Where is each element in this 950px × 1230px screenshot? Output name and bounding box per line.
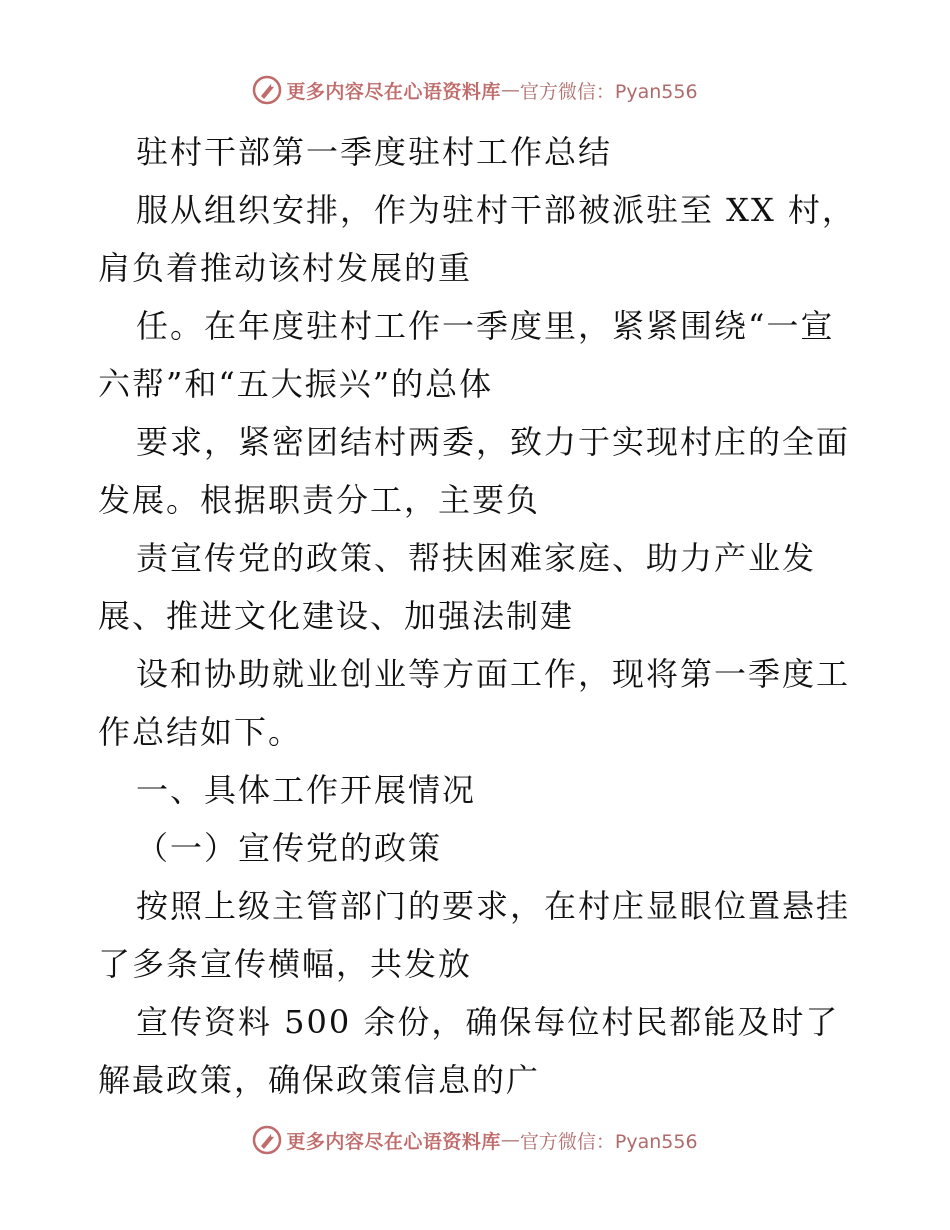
paragraph-line: 设和协助就业创业等方面工作，现将第一季度工	[136, 655, 851, 693]
paragraph-line: 展、推进文化建设、加强法制建	[98, 597, 575, 635]
watermark-wechat: 官方微信：Pyan556	[519, 80, 698, 103]
paragraph-line: 按照上级主管部门的要求，在村庄显眼位置悬挂	[136, 887, 851, 925]
paragraph-line: 宣传资料 500 余份，确保每位村民都能及时了	[136, 1003, 840, 1041]
paragraph-line: 责宣传党的政策、帮扶困难家庭、助力产业发	[136, 539, 817, 577]
document-body	[98, 123, 858, 1109]
watermark-separator: —	[500, 1129, 520, 1151]
watermark-wechat: 官方微信：Pyan556	[519, 1130, 698, 1153]
paragraph-line: 了多条宣传横幅，共发放	[98, 945, 473, 983]
document-title: 驻村干部第一季度驻村工作总结	[136, 133, 613, 171]
paragraph-line: 要求，紧密团结村两委，致力于实现村庄的全面	[136, 423, 851, 461]
watermark-separator: —	[500, 79, 520, 101]
pen-nib-logo-icon	[252, 75, 282, 105]
paragraph-line: 作总结如下。	[98, 713, 303, 751]
paragraph-line: 肩负着推动该村发展的重	[98, 249, 473, 287]
watermark-text: 更多内容尽在心语资料库	[286, 1130, 501, 1153]
paragraph-line: 六帮”和“五大振兴”的总体	[98, 365, 494, 403]
paragraph-line: 发展。根据职责分工，主要负	[98, 481, 541, 519]
header-watermark	[0, 70, 950, 110]
watermark-text: 更多内容尽在心语资料库	[286, 80, 501, 103]
paragraph-line: 解最政策，确保政策信息的广	[98, 1061, 541, 1099]
paragraph-line: 服从组织安排，作为驻村干部被派驻至 XX 村，	[136, 191, 856, 229]
paragraph-line: 任。在年度驻村工作一季度里，紧紧围绕“一宣	[136, 307, 835, 345]
section-heading: 一、具体工作开展情况	[136, 771, 477, 809]
footer-watermark	[0, 1120, 950, 1160]
subsection-heading: （一）宣传党的政策	[136, 829, 443, 867]
pen-nib-logo-icon	[252, 1125, 282, 1155]
